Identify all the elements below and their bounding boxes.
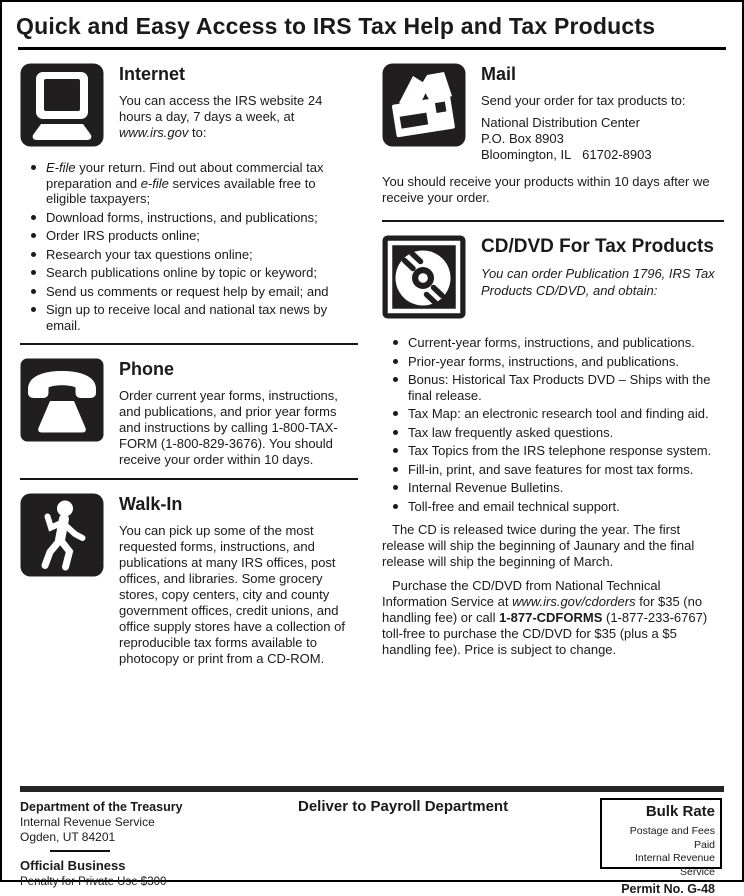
footer-body	[20, 792, 724, 896]
bullet-item: Tax law frequently asked questions.	[382, 425, 724, 441]
page-title: Quick and Easy Access to IRS Tax Help and Tax Products	[16, 13, 656, 39]
title-rule	[18, 47, 726, 50]
bullet-item: Tax Topics from the IRS telephone response system.	[382, 443, 724, 459]
bullet-item: Search publications online by topic or keyword;	[20, 265, 358, 281]
address-line: P.O. Box 8903	[481, 131, 564, 146]
walkin-text	[119, 493, 358, 667]
internet-intro: You can access the IRS website 24 hours a day, 7 days a week, at www.irs.gov to:	[119, 93, 323, 140]
bulk-rate-label: Bulk Rate	[645, 803, 715, 820]
mail-address	[481, 115, 724, 163]
postage-line: Postage and Fees Paid	[629, 825, 715, 851]
official-business-line: Official Business	[20, 858, 126, 873]
walkin-heading: Walk-In	[119, 494, 183, 514]
city-line: Ogden, UT 84201	[20, 830, 116, 844]
address-line: Bloomington, IL 61702-8903	[481, 147, 652, 162]
internet-text	[119, 63, 358, 147]
bullet-item: Prior-year forms, instructions, and publications.	[382, 354, 724, 370]
penalty-line: Penalty for Private Use $300	[20, 876, 167, 888]
phone-icon	[20, 358, 104, 442]
cd-paragraph-1: The CD is released twice during the year. The first release will ship the beginning of Jaunary and the final release will ship the beginning of March.	[382, 522, 695, 569]
mail-order-line: Send your order for tax products to:	[481, 93, 686, 108]
bullet-item: Fill-in, print, and save features for most tax forms.	[382, 462, 724, 478]
envelope-icon	[382, 63, 466, 147]
walkin-body: You can pick up some of the most requested forms, instructions, and publications at many IRS offices, post offices, and libraries. Some grocery stores, copy centers, city and county government offices, credit unions, and office supply stores have a collection of reproducible tax forms available to photocopy or print from a CD-ROM.	[119, 523, 345, 666]
internet-bullets	[20, 160, 358, 333]
left-column	[20, 63, 358, 667]
cd-bullets	[382, 335, 724, 514]
service-line: Internal Revenue Service	[20, 815, 155, 829]
bullet-item: Tax Map: an electronic research tool and finding aid.	[382, 406, 724, 422]
bullet-item: Bonus: Historical Tax Products DVD – Ships with the final release.	[382, 372, 724, 403]
bullet-item: Order IRS products online;	[20, 228, 358, 244]
internet-heading: Internet	[119, 64, 186, 84]
section-divider	[20, 478, 358, 480]
mail-text	[481, 63, 724, 163]
computer-icon	[20, 63, 104, 147]
bulk-service-line: Internal Revenue Service	[635, 852, 715, 878]
phone-body: Order current year forms, instructions, and publications, and prior year forms and instructions by calling 1-800-TAX-FORM (1-800-829-3676). You should receive your order within 10 days.	[119, 388, 338, 467]
section-divider	[382, 220, 724, 222]
bulk-rate-box	[600, 798, 722, 896]
mail-note: You should receive your products within 10 days after we receive your order.	[382, 174, 710, 205]
cd-heading: CD/DVD For Tax Products	[481, 236, 714, 257]
bullet-item: Toll-free and email technical support.	[382, 499, 724, 515]
mail-section	[382, 63, 724, 163]
phone-text	[119, 358, 358, 468]
walkin-section	[20, 493, 358, 667]
phone-section	[20, 358, 358, 468]
address-line: National Distribution Center	[481, 115, 640, 130]
permit-line: Permit No. G-48	[621, 882, 715, 896]
right-column	[382, 63, 724, 667]
dept-line: Department of the Treasury	[20, 800, 183, 814]
address-rule	[50, 850, 110, 852]
mailing-footer	[20, 786, 724, 896]
walking-person-icon	[20, 493, 104, 577]
bullet-item: E-file your return. Find out about commercial tax preparation and e-file services available free to eligible taxpayers;	[20, 160, 358, 207]
bullet-item: Download forms, instructions, and publications;	[20, 210, 358, 226]
internet-section	[20, 63, 358, 147]
content-columns	[2, 63, 742, 667]
cd-disc-icon	[382, 235, 466, 319]
bullet-item: Internal Revenue Bulletins.	[382, 480, 724, 496]
cd-text	[481, 235, 724, 319]
phone-heading: Phone	[119, 359, 175, 379]
cd-section	[382, 235, 724, 319]
cd-paragraph-2: Purchase the CD/DVD from National Technical Information Service at www.irs.gov/cdorders for $35 (no handling fee) or call 1-877-CDFORMS (1-877-233-6767) toll-free to purchase the CD/DVD for $35 (plus a $5 handling fee). Price is subject to change.	[382, 578, 708, 657]
bullet-item: Send us comments or request help by email; and	[20, 284, 358, 300]
mail-heading: Mail	[481, 64, 517, 84]
bullet-item: Research your tax questions online;	[20, 247, 358, 263]
bullet-item: Current-year forms, instructions, and publications.	[382, 335, 724, 351]
deliver-line: Deliver to Payroll Department	[298, 798, 509, 815]
bullet-item: Sign up to receive local and national tax news by email.	[20, 302, 358, 333]
cd-intro: You can order Publication 1796, IRS Tax Products CD/DVD, and obtain:	[481, 266, 715, 298]
section-divider	[20, 343, 358, 345]
